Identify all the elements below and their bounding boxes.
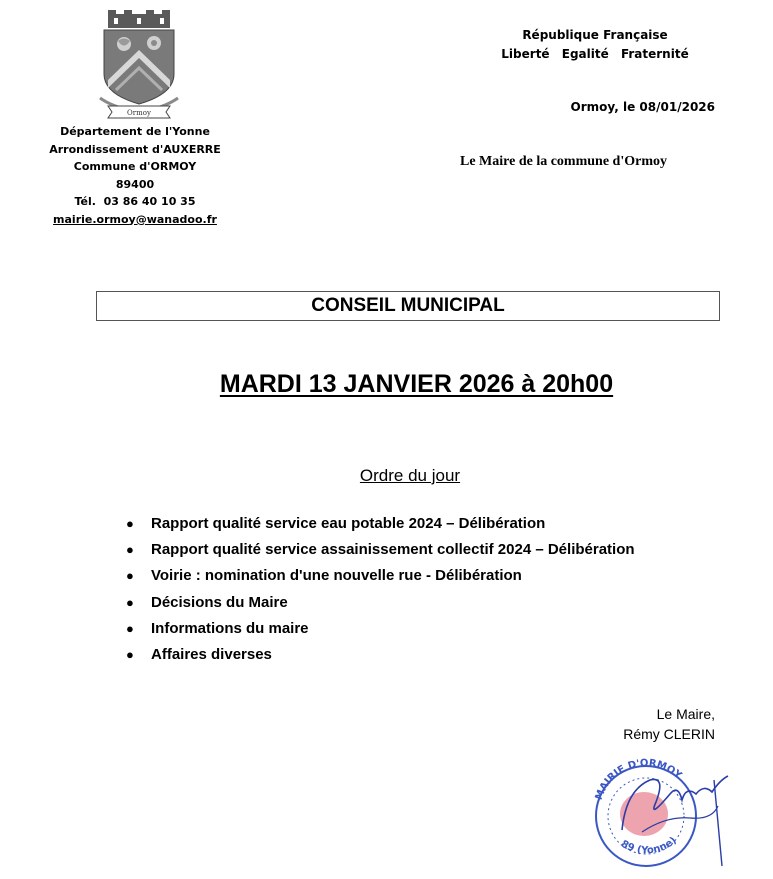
motto-egalite: Egalité bbox=[561, 47, 609, 61]
agenda-item bbox=[126, 591, 635, 617]
bullet-icon: ● bbox=[126, 646, 134, 662]
bullet-icon: ● bbox=[126, 568, 134, 584]
meeting-date-heading: MARDI 13 JANVIER 2026 à 20h00 bbox=[219, 370, 614, 398]
mairie-stamp bbox=[586, 750, 736, 870]
agenda-item-text: Voirie : nomination d'une nouvelle rue - Délibération bbox=[151, 567, 522, 585]
department-line: Département de l'Yonne bbox=[60, 125, 210, 138]
agenda-item-text: Rapport qualité service eau potable 2024 – Délibération bbox=[151, 515, 546, 532]
agenda-item-text: Informations du maire bbox=[151, 619, 309, 637]
agenda-item-text: Rapport qualité service assainissement collectif 2024 – Délibération bbox=[151, 541, 635, 559]
bullet-icon: ● bbox=[126, 620, 134, 636]
phone-label: Tél. bbox=[74, 195, 96, 208]
email-link[interactable]: mairie.ormoy@wanadoo.fr bbox=[53, 212, 217, 226]
stamp-bottom-text: 89 (Yonne) bbox=[618, 835, 679, 857]
agenda-item bbox=[126, 538, 635, 564]
agenda-item bbox=[126, 643, 635, 669]
signatory-name: Rémy CLERIN bbox=[623, 726, 715, 742]
agenda-list bbox=[126, 512, 635, 669]
republic-header bbox=[470, 26, 720, 64]
motto-liberte: Liberté bbox=[501, 47, 550, 61]
republic-motto bbox=[470, 45, 720, 64]
bullet-icon: ● bbox=[126, 542, 134, 558]
agenda-item bbox=[126, 512, 635, 538]
republic-name: République Française bbox=[522, 28, 668, 42]
signatory-role: Le Maire, bbox=[656, 706, 715, 722]
postal-code: 89400 bbox=[115, 177, 155, 191]
phone-number: 03 86 40 10 35 bbox=[103, 195, 196, 208]
coat-of-arms-logo bbox=[94, 8, 184, 120]
agenda-item-text: Décisions du Maire bbox=[151, 593, 288, 611]
agenda-item bbox=[126, 564, 635, 590]
commune-letterhead bbox=[30, 123, 240, 228]
date-line: Ormoy, le 08/01/2026 bbox=[570, 100, 715, 114]
bullet-icon: ● bbox=[126, 594, 134, 610]
bullet-icon: ● bbox=[126, 516, 134, 531]
motto-fraternite: Fraternité bbox=[620, 47, 689, 61]
crest-ribbon-text: Ormoy bbox=[127, 109, 151, 117]
agenda-item-text: Affaires diverses bbox=[151, 645, 272, 663]
sender-title: Le Maire de la commune d'Ormoy bbox=[460, 154, 667, 169]
agenda-item bbox=[126, 617, 635, 643]
agenda-title: Ordre du jour bbox=[359, 466, 461, 485]
title-box: CONSEIL MUNICIPAL bbox=[96, 291, 720, 321]
commune-line: Commune d'ORMOY bbox=[73, 160, 197, 173]
phone-line bbox=[30, 193, 240, 211]
stamp-top-text: MAIRIE D'ORMOY bbox=[593, 757, 684, 802]
signature-block bbox=[623, 704, 715, 744]
arrondissement-line: Arrondissement d'AUXERRE bbox=[49, 142, 221, 156]
